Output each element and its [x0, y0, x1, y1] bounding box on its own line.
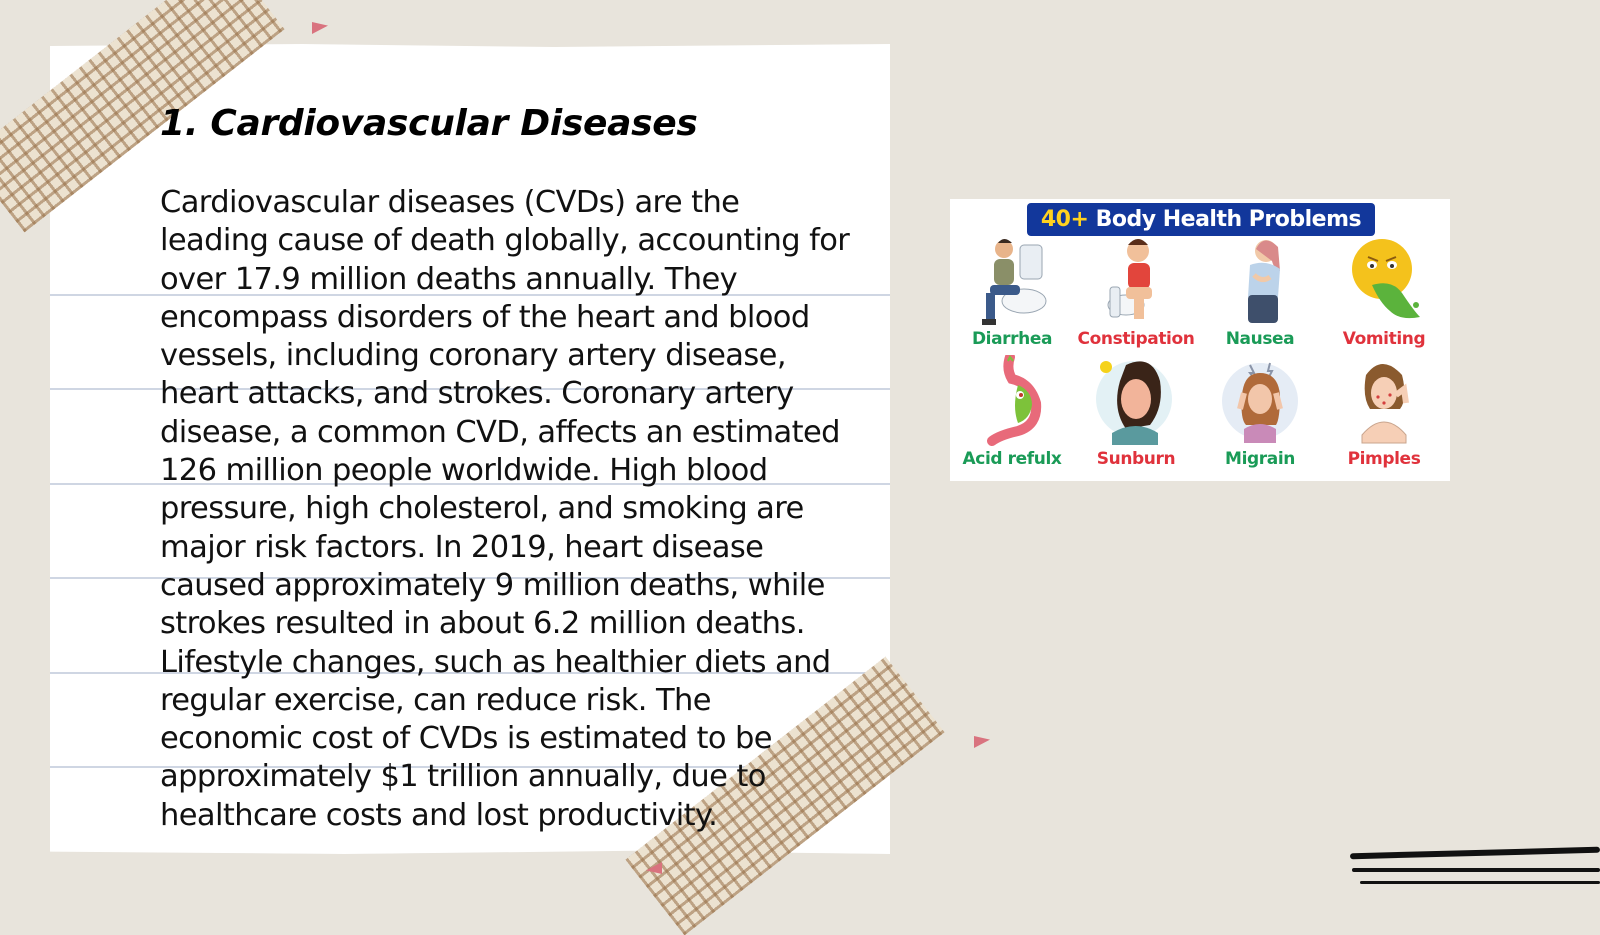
nausea-icon — [1220, 235, 1300, 327]
vomiting-icon — [1344, 235, 1424, 327]
slide-body-text: Cardiovascular diseases (CVDs) are the leading cause of death globally, accounting for over 17.9 million deaths annually. They encompass disorders of the heart and blood vessels, including coronary artery disease, heart attacks, and strokes. Coronary artery disease, a common CVD, affects an estimated 126 million people worldwide. High blood pressure, high cholesterol, and smoking are major risk factors. In 2019, heart disease caused approximately 9 million deaths, while strokes resulted in about 6.2 million deaths. Lifestyle changes, such as healthier diets and regular exercise, can reduce risk. The economic cost of CVDs is estimated to be approximately $1 trillion annually, due to healthcare costs and lost productivity. — [160, 185, 850, 833]
item-migraine — [1198, 355, 1322, 479]
item-vomiting — [1322, 235, 1446, 359]
item-diarrhea — [950, 235, 1074, 359]
item-label: Constipation — [1077, 329, 1195, 349]
brush-stroke — [1360, 881, 1600, 884]
tape-tip — [312, 22, 328, 34]
item-acid-reflux — [950, 355, 1074, 479]
brush-stroke — [1350, 847, 1600, 860]
constipation-icon — [1096, 235, 1176, 327]
item-label: Migrain — [1225, 449, 1295, 469]
item-label: Sunburn — [1096, 449, 1176, 469]
item-sunburn — [1074, 355, 1198, 479]
item-constipation — [1074, 235, 1198, 359]
banner-number: 40+ — [1040, 207, 1089, 232]
item-label: Diarrhea — [971, 329, 1053, 349]
pimples-icon — [1344, 355, 1424, 447]
infographic-banner — [1027, 203, 1375, 236]
item-label: Acid refulx — [962, 449, 1062, 469]
sunburn-icon — [1096, 355, 1176, 447]
item-nausea — [1198, 235, 1322, 359]
item-label: Vomiting — [1342, 329, 1426, 349]
brush-stroke — [1352, 868, 1600, 872]
acid-reflux-icon — [972, 355, 1052, 447]
tape-tip — [974, 736, 990, 748]
health-problems-infographic — [950, 199, 1450, 481]
diarrhea-icon — [972, 235, 1052, 327]
item-pimples — [1322, 355, 1446, 479]
banner-text: Body Health Problems — [1095, 207, 1362, 232]
migraine-icon — [1220, 355, 1300, 447]
slide-title: 1. Cardiovascular Diseases — [160, 103, 698, 144]
item-label: Nausea — [1225, 329, 1295, 349]
item-label: Pimples — [1347, 449, 1421, 469]
